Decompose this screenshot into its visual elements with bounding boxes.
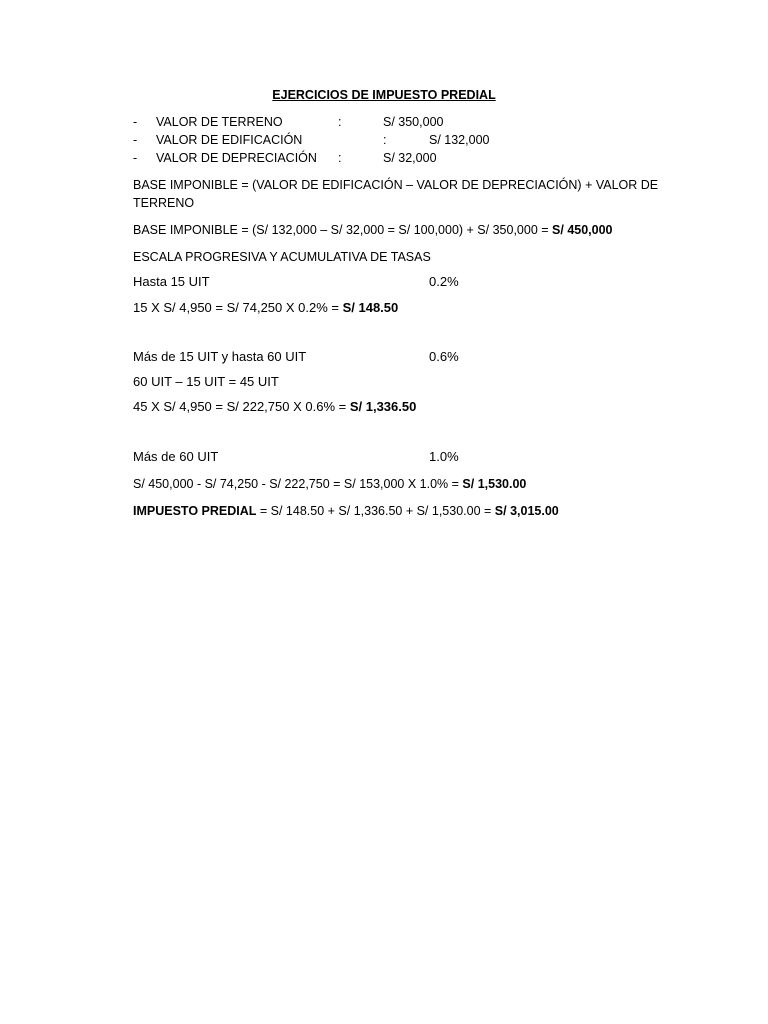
tramo3-label: Más de 60 UIT: [133, 449, 219, 464]
base-calc-text: BASE IMPONIBLE = (S/ 132,000 – S/ 32,000 = S/ 100,000) + S/ 350,000 =: [133, 223, 553, 237]
total-label: IMPUESTO PREDIAL: [133, 504, 257, 518]
tramo1-result: S/ 148.50: [342, 300, 399, 315]
tramo2-label: Más de 15 UIT y hasta 60 UIT: [133, 349, 307, 364]
item-label-terreno: VALOR DE TERRENO: [156, 115, 283, 129]
total-line: [133, 503, 559, 519]
total-result: S/ 3,015.00: [494, 504, 559, 518]
tramo1-calc-text: 15 X S/ 4,950 = S/ 74,250 X 0.2% =: [133, 300, 343, 315]
base-calc: [133, 222, 613, 238]
item-colon: :: [338, 151, 342, 165]
tramo1-rate: 0.2%: [429, 274, 459, 289]
list-bullet: -: [133, 151, 138, 165]
item-label-edificacion: VALOR DE EDIFICACIÓN: [156, 133, 303, 147]
list-bullet: -: [133, 133, 138, 147]
base-calc-result: S/ 450,000: [552, 223, 613, 237]
item-value-depreciacion: S/ 32,000: [383, 151, 437, 165]
tramo1-calc: [133, 300, 398, 316]
total-calc: = S/ 148.50 + S/ 1,336.50 + S/ 1,530.00 =: [256, 504, 495, 518]
tramo2-rate: 0.6%: [429, 349, 459, 364]
page-title: EJERCICIOS DE IMPUESTO PREDIAL: [272, 88, 496, 102]
tramo2-result: S/ 1,336.50: [349, 399, 417, 414]
list-bullet: -: [133, 115, 138, 129]
tramo3-calc: [133, 476, 526, 492]
tramo2-calc: [133, 399, 416, 415]
tramo3-calc-text: S/ 450,000 - S/ 74,250 - S/ 222,750 = S/ 153,000 X 1.0% =: [133, 477, 463, 491]
tramo2-calc-text: 45 X S/ 4,950 = S/ 222,750 X 0.6% =: [133, 399, 350, 414]
tramo3-result: S/ 1,530.00: [462, 477, 527, 491]
tramo1-label: Hasta 15 UIT: [133, 274, 210, 289]
item-label-depreciacion: VALOR DE DEPRECIACIÓN: [156, 151, 317, 165]
item-colon: :: [383, 133, 387, 147]
tramo3-rate: 1.0%: [429, 449, 459, 464]
item-value-terreno: S/ 350,000: [383, 115, 444, 129]
base-formula-line2: TERRENO: [133, 196, 195, 210]
tramo2-sub: 60 UIT – 15 UIT = 45 UIT: [133, 374, 279, 389]
base-formula-line1: BASE IMPONIBLE = (VALOR DE EDIFICACIÓN – VALOR DE DEPRECIACIÓN) + VALOR DE: [133, 178, 659, 192]
item-value-edificacion: S/ 132,000: [429, 133, 490, 147]
item-colon: :: [338, 115, 342, 129]
scale-heading: ESCALA PROGRESIVA Y ACUMULATIVA DE TASAS: [133, 250, 431, 264]
